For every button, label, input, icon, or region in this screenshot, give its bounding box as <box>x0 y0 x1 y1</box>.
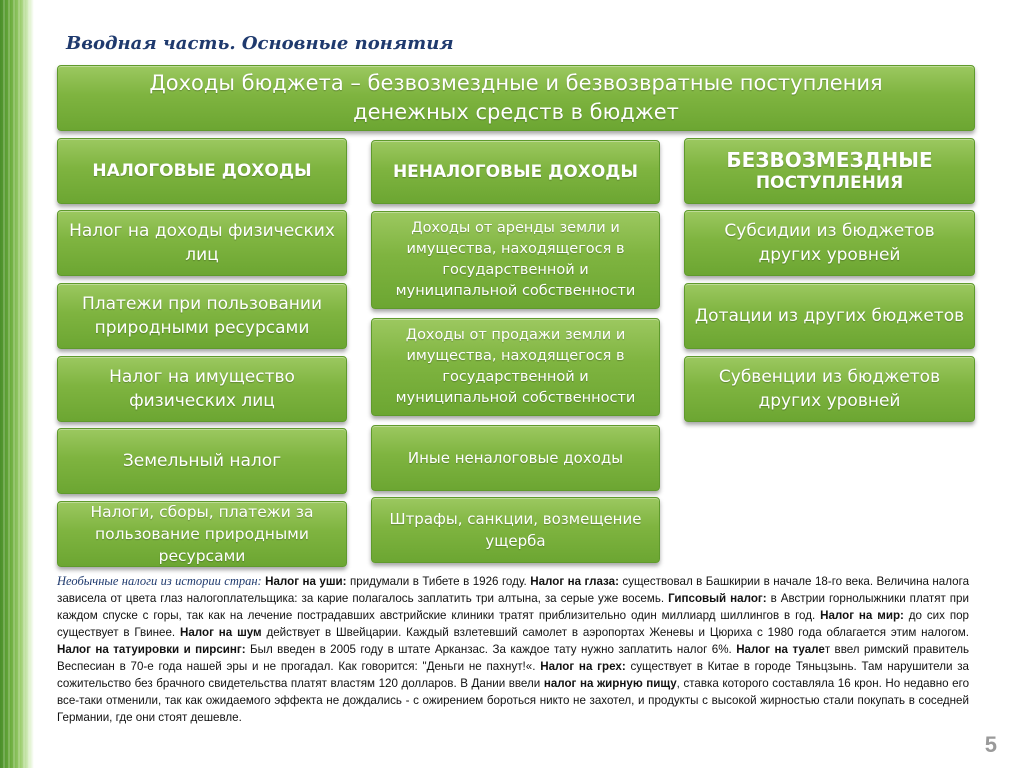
tax-item-natural-resources-payments <box>57 283 347 349</box>
notes-bold-term: Налог на уши: <box>265 575 347 588</box>
tax-item-property-tax <box>57 356 347 422</box>
tax-item-resource-fees <box>57 501 347 567</box>
notes-bold-term: Налог на туале <box>736 643 825 656</box>
tax-item-label: Налог на доходы физических лиц <box>69 221 335 265</box>
decorative-side-stripe <box>0 0 34 768</box>
gratuitous-item-subsidies <box>684 210 975 276</box>
gratuitous-item-label: Дотации из других бюджетов <box>694 306 965 326</box>
notes-text: придумали в Тибете в 1926 году. <box>346 575 531 588</box>
nontax-item-sale-income <box>371 318 660 416</box>
gratuitous-item-grants <box>684 283 975 349</box>
notes-intro: Необычные налоги из истории стран: <box>57 574 266 588</box>
nontax-revenues-header <box>371 140 660 204</box>
tax-item-label: Налог на имущество физических лиц <box>109 367 295 411</box>
notes-bold-term: налог на жирную пищу <box>543 677 677 690</box>
gratuitous-item-label: Субсидии из бюджетов других уровней <box>724 221 935 265</box>
notes-text: , ставка которого составляла 16 крон. Но недавно его все-таки отменили, так как ожидаемого эффекта не дождались - с ожирением бороться никто не захотел, и продукты с высокой жирностью стали покупать в соседней Германии, где они стоят дешевле. <box>57 677 970 724</box>
notes-bold-term: Налог на шум <box>179 626 262 639</box>
tax-item-label: Налоги, сборы, платежи за пользование природными ресурсами <box>90 503 314 565</box>
notes-text: т ввел римский правитель Веспесиан в 70-е года нашей эры и не прогадал. Как говорится: "Деньги не пахнут!«. <box>57 643 969 673</box>
notes-text: в Австрии горнолыжники платят при каждом спуске с горы, так как на лечение пострадавших австрийские клиники тратят приблизительно один миллиард шиллингов в год. <box>57 592 969 622</box>
nontax-item-label: Штрафы, санкции, возмещение ущерба <box>389 510 642 550</box>
definition-line-1: Доходы бюджета – безвозмездные и безвозвратные поступления <box>149 71 883 95</box>
notes-text: Был введен в 2005 году в штате Арканзас. За каждое тату нужно заплатить налог 6%. <box>245 643 737 656</box>
definition-line-2: денежных средств в бюджет <box>353 100 679 124</box>
notes-bold-term: Налог на глаза: <box>530 575 619 588</box>
tax-item-land-tax <box>57 428 347 494</box>
unusual-taxes-notes <box>57 573 969 726</box>
notes-text: существует в Китае в городе Тяньцзынь. Там нарушители за сожительство без брачного свидетельства платят властям 120 долларов. В Дании ввели <box>57 660 969 690</box>
notes-bold-term: Налог на грех: <box>540 660 626 673</box>
page-number: 5 <box>984 732 997 757</box>
tax-revenues-header-label: НАЛОГОВЫЕ ДОХОДЫ <box>92 161 312 181</box>
gratuitous-header-line-1: БЕЗВОЗМЕЗДНЫЕ <box>726 148 933 172</box>
tax-item-label: Платежи при пользовании природными ресурсами <box>81 294 323 338</box>
gratuitous-receipts-header <box>684 138 975 204</box>
gratuitous-item-subventions <box>684 356 975 422</box>
notes-text: существовал в Башкирии в начале 18-го века. Величина налога зависела от цвета глаз налогоплательщика: за карие полагалось заплатить три алтына, за серые уже восемь. <box>57 575 970 605</box>
nontax-revenues-header-label: НЕНАЛОГОВЫЕ ДОХОДЫ <box>392 162 639 182</box>
tax-item-income-tax <box>57 210 347 276</box>
nontax-item-label: Иные неналоговые доходы <box>407 448 624 467</box>
tax-revenues-header <box>57 138 347 204</box>
notes-bold-term: Налог на мир: <box>820 609 904 622</box>
notes-bold-term: Гипсовый налог: <box>668 592 767 605</box>
nontax-item-other <box>371 425 660 491</box>
nontax-item-label: Доходы от аренды земли и имущества, находящегося в государственной и муниципальной собственности <box>395 220 636 299</box>
nontax-item-rent-income <box>371 211 660 309</box>
nontax-item-label: Доходы от продажи земли и имущества, находящегося в государственной и муниципальной собственности <box>395 327 636 406</box>
notes-bold-term: Налог на татуировки и пирсинг: <box>57 643 246 656</box>
notes-text: действует в Швейцарии. Каждый взлетевший самолет в аэропортах Женевы и Цюриха с 1980 года облагается этим налогом. <box>261 626 969 639</box>
tax-item-label: Земельный налог <box>122 451 282 471</box>
nontax-item-fines <box>371 497 660 563</box>
definition-banner <box>57 65 975 131</box>
slide-title: Вводная часть. Основные понятия <box>66 33 454 54</box>
gratuitous-item-label: Субвенции из бюджетов других уровней <box>718 367 941 411</box>
gratuitous-header-line-2: ПОСТУПЛЕНИЯ <box>755 173 904 193</box>
notes-text: до сих пор существует в Гвинее. <box>57 609 969 639</box>
